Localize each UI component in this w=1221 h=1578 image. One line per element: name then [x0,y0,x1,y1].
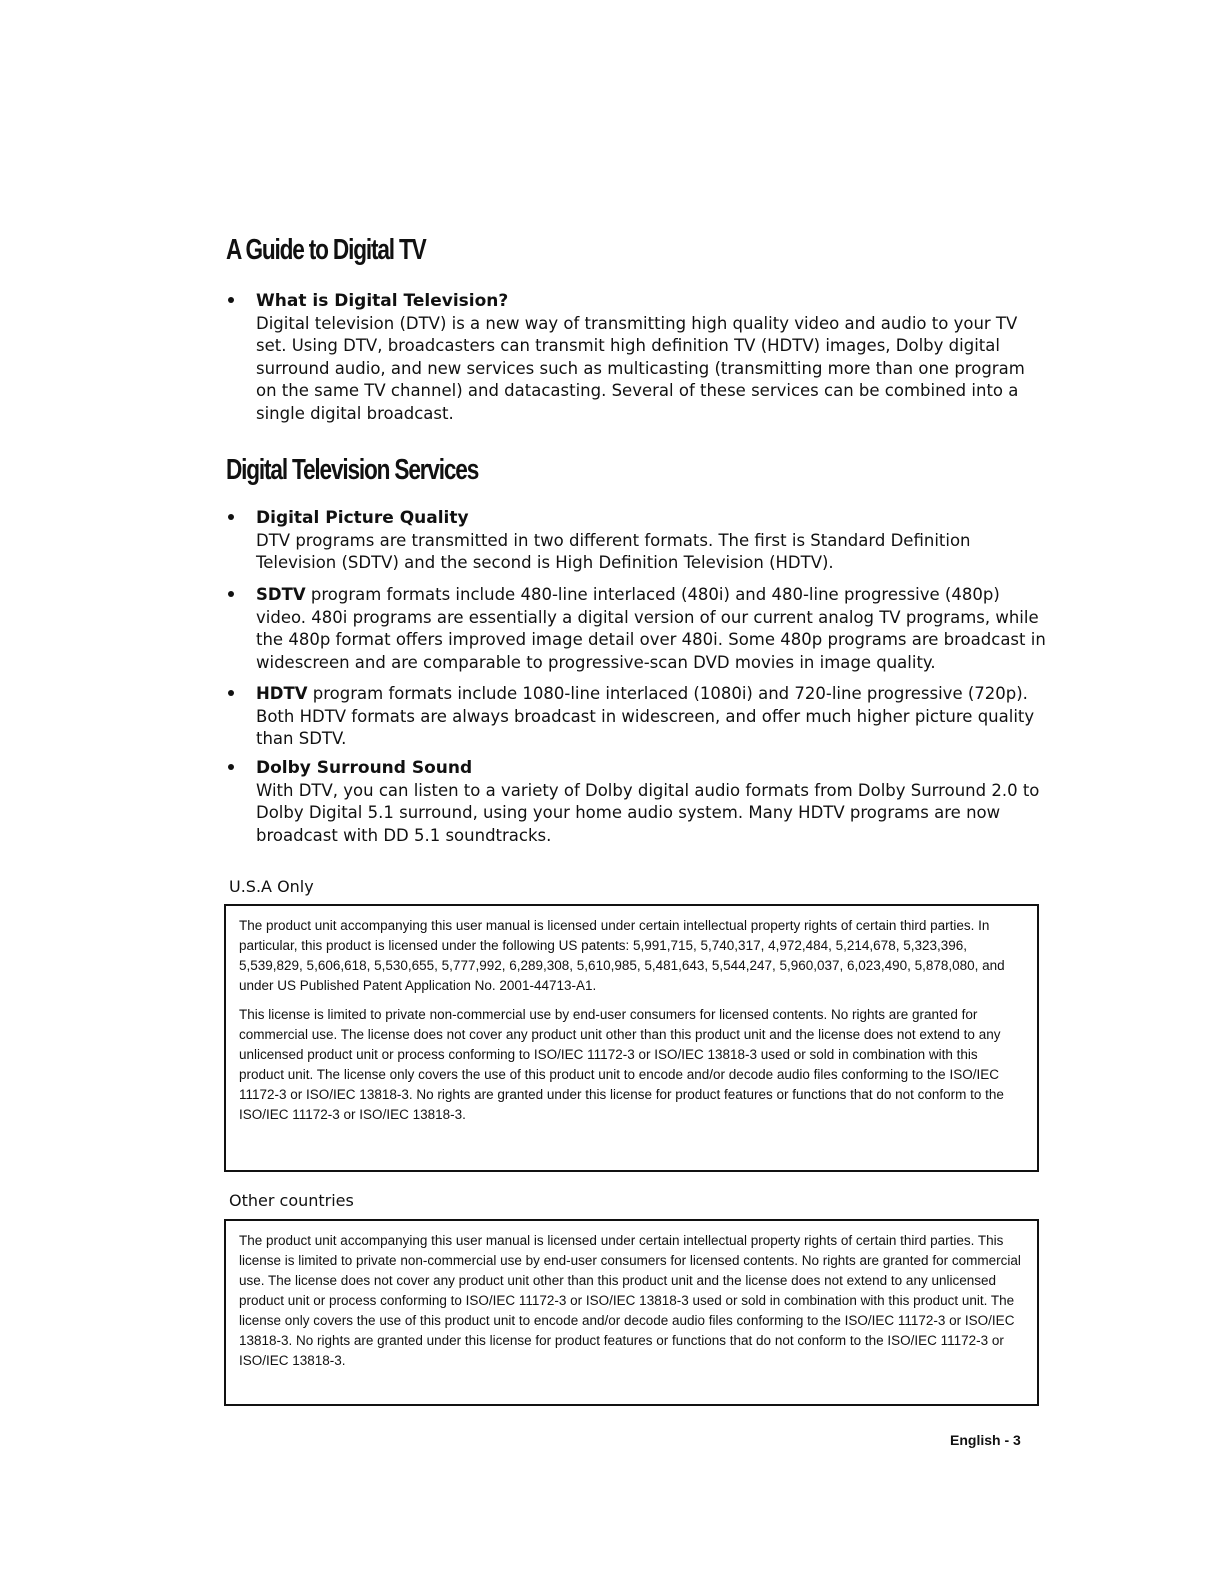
usa-label: U.S.A Only [229,877,314,896]
list-item [228,290,1048,425]
bullet-icon [228,690,234,696]
item-text: With DTV, you can listen to a variety of Dolby digital audio formats from Dolby Surround 2.0 to Dolby Digital 5.1 surround, using your home audio system. Many HDTV programs are now broadcast with DD 5.1 soundtracks. [256,780,1040,845]
other-license-paragraph: The product unit accompanying this user manual is licensed under certain intellectual property rights of certain third parties. This license is limited to private non-commercial use by end-user consumers for licensed contents. No rights are granted for commercial use. The license does not cover any product unit other than this product unit and the license does not extend to any unlicensed product unit or process conforming to ISO/IEC 11172-3 or ISO/IEC 13818-3 used or sold in combination with this product unit. The license only covers the use of this product unit to encode and/or decode audio files conforming to the ISO/IEC 11172-3 or ISO/IEC 13818-3. No rights are granted under this license for product features or functions that do not conform to the ISO/IEC 11172-3 or ISO/IEC 13818-3. [239,1233,1021,1368]
services-heading: Digital Television Services [226,454,479,486]
item-lead: HDTV [256,684,308,703]
bullet-icon [228,514,234,520]
guide-heading: A Guide to Digital TV [226,234,426,266]
item-text: program formats include 480-line interlaced (480i) and 480-line progressive (480p) video. 480i programs are essentially a digital version of our current analog TV programs, while the 480p format offers improved image detail over 480i. Some 480p programs are broadcast in widescreen and are comparable to progressive-scan DVD movies in image quality. [256,585,1046,672]
bullet-icon [228,764,234,770]
item-title: What is Digital Television? [256,291,509,311]
list-item [228,584,1048,674]
item-text: program formats include 1080-line interlaced (1080i) and 720-line progressive (720p). Both HDTV formats are always broadcast in widescreen, and offer much higher picture quality than SDTV. [256,684,1035,748]
bullet-icon [228,591,234,597]
usa-license-box [224,904,1039,1172]
other-countries-label: Other countries [229,1191,354,1210]
item-lead: SDTV [256,585,306,604]
list-item [228,757,1048,847]
item-text: DTV programs are transmitted in two different formats. The first is Standard Definition Television (SDTV) and the second is High Definition Television (HDTV). [256,530,971,572]
item-text: Digital television (DTV) is a new way of transmitting high quality video and audio to your TV set. Using DTV, broadcasters can transmit high definition TV (HDTV) images, Dolby digital surround audio, and new services such as multicasting (transmitting more than one program on the same TV channel) and datacasting. Several of these services can be combined into a single digital broadcast. [256,313,1025,423]
page-number: English - 3 [950,1432,1021,1448]
list-item [228,683,1048,751]
bullet-icon [228,297,234,303]
usa-license-paragraph-2: This license is limited to private non-commercial use by end-user consumers for licensed contents. No rights are granted for commercial use. The license does not cover any product unit other than this product unit and the license does not extend to any unlicensed product unit or process conforming to ISO/IEC 11172-3 or ISO/IEC 13818-3 used or sold in combination with this product unit. The license only covers the use of this product unit to encode and/or decode audio files conforming to the ISO/IEC 11172-3 or ISO/IEC 13818-3. No rights are granted under this license for product features or functions that do not conform to the ISO/IEC 11172-3 or ISO/IEC 13818-3. [239,1007,1004,1122]
item-title: Digital Picture Quality [256,508,469,528]
other-license-box [224,1219,1039,1406]
list-item [228,507,1048,575]
usa-license-paragraph-1: The product unit accompanying this user manual is licensed under certain intellectual property rights of certain third parties. In particular, this product is licensed under the following US patents: 5,991,715, 5,740,317, 4,972,484, 5,214,678, 5,323,396, 5,539,829, 5,606,618, 5,530,655, 5,777,992, 6,289,308, 5,610,985, 5,481,643, 5,544,247, 5,960,037, 6,023,490, 5,878,080, and under US Published Patent Application No. 2001-44713-A1. [239,918,1005,993]
item-title: Dolby Surround Sound [256,758,473,778]
